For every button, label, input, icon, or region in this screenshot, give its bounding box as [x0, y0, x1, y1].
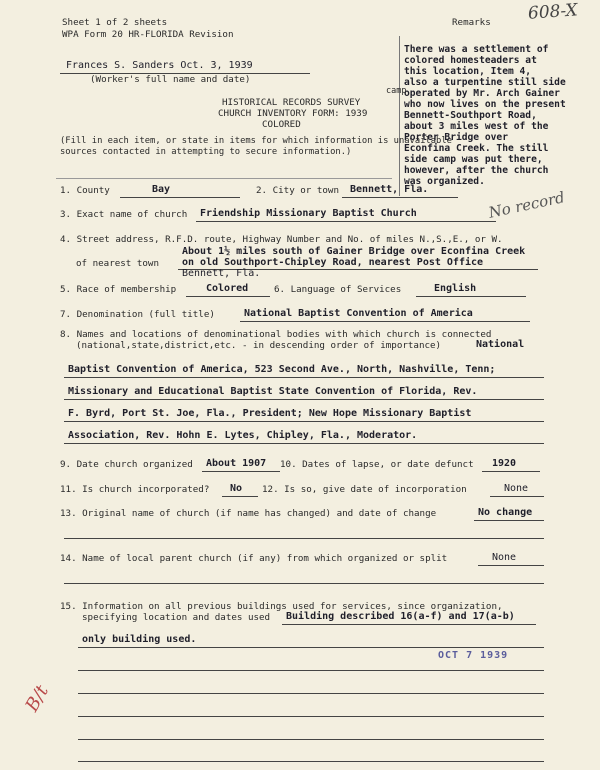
item3-label: 3. Exact name of church [60, 209, 188, 220]
item8-blank-4 [64, 443, 544, 444]
remarks-insert: camp [386, 86, 407, 96]
remarks-divider [399, 36, 400, 196]
item8-label-2: (national,state,district,etc. - in descending order of importance) [76, 340, 442, 351]
separator [56, 178, 392, 179]
item8-label-1: 8. Names and locations of denominational bodies with which church is connected [60, 329, 492, 340]
survey-colored: COLORED [262, 119, 301, 130]
item10-blank [482, 471, 540, 472]
item2-blank [342, 197, 458, 198]
item3-blank [196, 221, 496, 222]
item15-blank-4 [78, 693, 544, 694]
item14-value: None [492, 552, 517, 563]
item11-value: No [230, 483, 243, 494]
item4-value-2: on old Southport-Chipley Road, nearest Post Office [182, 257, 484, 268]
item6-label: 6. Language of Services [274, 284, 402, 295]
item10-label: 10. Dates of lapse, or date defunct [280, 459, 474, 470]
item14-blank-1 [478, 565, 544, 566]
remarks-line: operated by Mr. Arch Gainer [404, 88, 560, 99]
item7-blank [240, 321, 530, 322]
item4-value-1: About 1½ miles south of Gainer Bridge over Econfina Creek [182, 246, 526, 257]
item15-value-2: only building used. [82, 634, 197, 645]
item4-label: 4. Street address, R.F.D. route, Highway Number and No. of miles N.,S.,E., or W. [60, 234, 503, 245]
item13-value: No change [478, 507, 533, 518]
item15-blank-3 [78, 670, 544, 671]
item15-blank-5 [78, 716, 544, 717]
remarks-line: colored homesteaders at [404, 55, 537, 66]
item12-value: None [504, 483, 529, 494]
item13-label: 13. Original name of church (if name has changed) and date of change [60, 508, 437, 519]
worker-caption: (Worker's full name and date) [90, 74, 251, 85]
received-date-stamp: OCT 7 1939 [438, 650, 509, 661]
item15-blank-2 [78, 647, 544, 648]
item2-label: 2. City or town [256, 185, 339, 196]
remarks-line: also a turpentine still side [404, 77, 566, 88]
item15-label-1: 15. Information on all previous buildings used for services, since organization, [60, 601, 503, 612]
remarks-label: Remarks [452, 17, 491, 28]
remarks-line: this location, Item 4, [404, 66, 532, 77]
item14-blank-2 [64, 583, 544, 584]
no-record-note: No record [486, 188, 567, 222]
worker-name-date: Frances S. Sanders Oct. 3, 1939 [66, 60, 253, 71]
item15-value-1: Building described 16(a-f) and 17(a-b) [286, 611, 515, 622]
item15-blank-1 [282, 624, 536, 625]
item2-value: Bennett, Fla. [350, 184, 429, 195]
remarks-line: There was a settlement of [404, 44, 549, 55]
item6-blank [416, 296, 526, 297]
item9-value: About 1907 [206, 458, 267, 469]
item8-blank-1 [64, 377, 544, 378]
item8-value-3: F. Byrd, Port St. Joe, Fla., President; New Hope Missionary Baptist [68, 408, 472, 419]
item1-label: 1. County [60, 185, 110, 196]
item8-value-1: Baptist Convention of America, 523 Second Ave., North, Nashville, Tenn; [68, 364, 496, 375]
remarks-line: side camp was put there, [404, 154, 543, 165]
remarks-line: who now lives on the present [404, 99, 566, 110]
item3-value: Friendship Missionary Baptist Church [200, 208, 417, 219]
remarks-line: Porter Bridge over [404, 132, 508, 143]
item10-value: 1920 [492, 458, 517, 469]
item11-blank [222, 496, 258, 497]
instructions-2: sources contacted in attempting to secure information.) [60, 147, 352, 157]
remarks-line: was organized. [404, 176, 485, 187]
item7-label: 7. Denomination (full title) [60, 309, 215, 320]
item15-blank-6 [78, 739, 544, 740]
item8-value-0: National [476, 339, 525, 350]
item1-value: Bay [152, 184, 171, 195]
remarks-line: Econfina Creek. The still [404, 143, 549, 154]
item8-blank-3 [64, 421, 544, 422]
item15-blank-7 [78, 761, 544, 762]
sheet-count: Sheet 1 of 2 sheets [62, 17, 168, 28]
item13-blank-1 [474, 520, 544, 521]
item13-blank-2 [64, 538, 544, 539]
item11-label: 11. Is church incorporated? [60, 484, 210, 495]
form-id: WPA Form 20 HR-FLORIDA Revision [62, 29, 234, 40]
remarks-line: however, after the church [404, 165, 549, 176]
survey-form: CHURCH INVENTORY FORM: 1939 [218, 108, 368, 119]
item6-value: English [434, 283, 477, 294]
item5-value: Colored [206, 283, 249, 294]
item7-value: National Baptist Convention of America [244, 308, 473, 319]
survey-title: HISTORICAL RECORDS SURVEY [222, 97, 361, 108]
item1-blank [120, 197, 240, 198]
item4-value-3: Bennett, Fla. [182, 268, 261, 279]
item8-blank-2 [64, 399, 544, 400]
item9-blank [202, 471, 280, 472]
item15-label-2: specifying location and dates used [82, 612, 271, 623]
item8-value-4: Association, Rev. Hohn E. Lytes, Chipley, Fla., Moderator. [68, 430, 418, 441]
item12-label: 12. Is so, give date of incorporation [262, 484, 467, 495]
item5-blank [186, 296, 270, 297]
item14-label: 14. Name of local parent church (if any) from which organized or split [60, 553, 448, 564]
item4-label-2: of nearest town [76, 258, 159, 269]
item8-value-2: Missionary and Educational Baptist State Convention of Florida, Rev. [68, 386, 478, 397]
item9-label: 9. Date church organized [60, 459, 193, 470]
remarks-line: Bennett-Southport Road, [404, 110, 537, 121]
instructions-1: (Fill in each item, or state in items for which information is unavailable [60, 136, 452, 146]
corner-note: 608-X [527, 0, 579, 24]
item12-blank [490, 496, 544, 497]
initials-mark: B/t [21, 681, 53, 716]
item5-label: 5. Race of membership [60, 284, 177, 295]
remarks-line: about 3 miles west of the [404, 121, 549, 132]
